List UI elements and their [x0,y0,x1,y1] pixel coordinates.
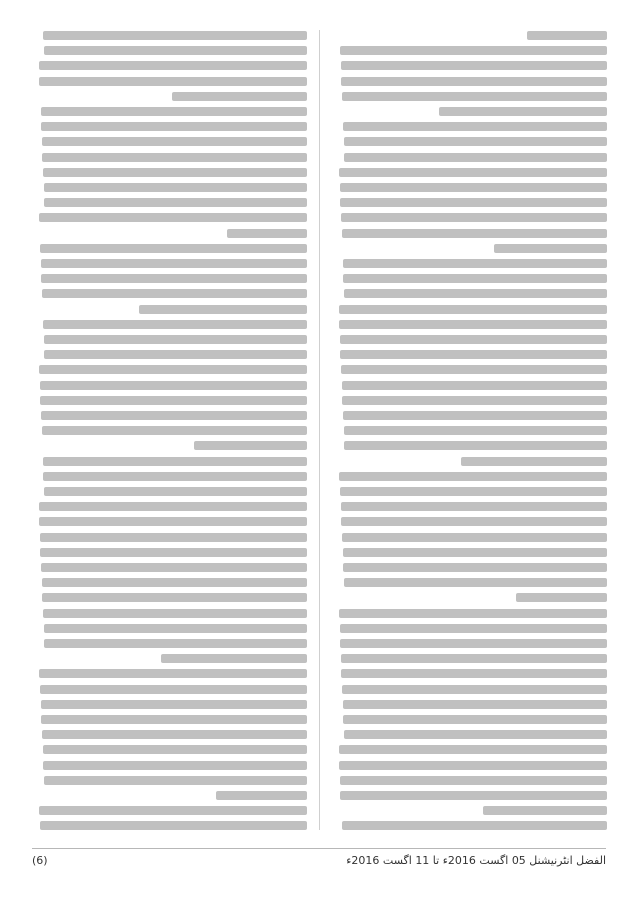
body-text-line [344,153,607,162]
body-text-line [342,229,607,238]
body-text-line [43,31,307,40]
body-text-line [39,365,307,374]
body-text-line [39,517,307,526]
body-text-line [340,46,607,55]
body-text-line [40,396,307,405]
body-text-line [342,533,607,542]
article-column-right [332,28,607,834]
body-text-line [341,213,607,222]
body-text-line [39,213,307,222]
body-text-line [341,669,607,678]
body-text-line [42,153,307,162]
body-text-line [340,198,607,207]
body-text-line [339,609,607,618]
body-text-line [42,137,307,146]
body-text-line [340,183,607,192]
body-text-line [339,320,607,329]
body-text-line [43,320,307,329]
body-text-line [342,92,607,101]
body-text-line [340,791,607,800]
body-text-line [344,137,607,146]
body-text-line [43,457,307,466]
body-text-line [343,122,607,131]
body-text-line [341,517,607,526]
body-text-line [344,426,607,435]
body-text-line [40,821,307,830]
body-text-line [342,685,607,694]
body-text-line [41,107,307,116]
body-text-line [43,609,307,618]
body-text-line [39,77,307,86]
body-text-line [461,457,607,466]
body-text-line [216,791,307,800]
body-text-line [42,593,307,602]
body-text-line [41,411,307,420]
body-text-line [344,289,607,298]
body-text-line [339,168,607,177]
body-text-line [40,244,307,253]
body-text-line [439,107,607,116]
body-text-line [39,502,307,511]
page-footer [32,848,606,871]
body-text-line [340,487,607,496]
body-text-line [341,77,607,86]
body-text-line [44,335,307,344]
body-text-line [139,305,307,314]
body-text-line [339,305,607,314]
article-column-left [32,28,307,834]
body-text-line [43,761,307,770]
body-text-line [41,563,307,572]
body-text-line [41,715,307,724]
body-text-line [343,700,607,709]
body-text-line [44,487,307,496]
body-text-line [42,578,307,587]
body-text-line [344,578,607,587]
body-text-line [343,563,607,572]
body-text-line [341,502,607,511]
body-text-line [41,700,307,709]
body-text-line [39,669,307,678]
body-text-line [341,61,607,70]
body-text-line [227,229,307,238]
body-text-line [40,381,307,390]
body-text-line [483,806,607,815]
body-text-line [39,61,307,70]
body-text-line [43,745,307,754]
body-text-line [341,365,607,374]
body-text-line [41,274,307,283]
body-text-line [344,441,607,450]
body-text-line [340,350,607,359]
body-text-line [342,381,607,390]
body-text-line [339,745,607,754]
body-text-line [341,654,607,663]
body-text-line [40,548,307,557]
body-text-line [42,289,307,298]
body-text-line [343,548,607,557]
body-text-line [44,183,307,192]
page-number: (6) [32,853,48,867]
body-text-line [340,624,607,633]
body-text-line [344,730,607,739]
body-text-line [527,31,607,40]
body-text-line [41,122,307,131]
body-text-line [40,533,307,542]
body-text-line [43,168,307,177]
body-text-line [44,639,307,648]
body-text-line [516,593,607,602]
body-text-line [43,472,307,481]
body-text-line [44,198,307,207]
body-text-line [343,259,607,268]
body-text-line [172,92,307,101]
body-text-line [44,776,307,785]
body-text-line [343,274,607,283]
body-text-line [340,639,607,648]
body-text-line [42,426,307,435]
body-text-line [340,335,607,344]
body-text-line [340,776,607,785]
body-text-line [343,411,607,420]
body-text-line [342,396,607,405]
body-text-line [44,624,307,633]
body-text-line [342,821,607,830]
body-text-line [194,441,307,450]
body-text-line [343,715,607,724]
body-text-line [44,46,307,55]
body-text-line [339,472,607,481]
body-text-line [161,654,307,663]
body-text-line [44,350,307,359]
body-text-line [42,730,307,739]
body-text-line [39,806,307,815]
column-divider [319,30,320,830]
body-text-line [494,244,607,253]
body-text-line [41,259,307,268]
body-text-line [40,685,307,694]
footer-masthead: الفضل انٹرنیشنل 05 اگست 2016ء تا 11 اگست 2016ء [346,853,606,867]
body-text-line [339,761,607,770]
